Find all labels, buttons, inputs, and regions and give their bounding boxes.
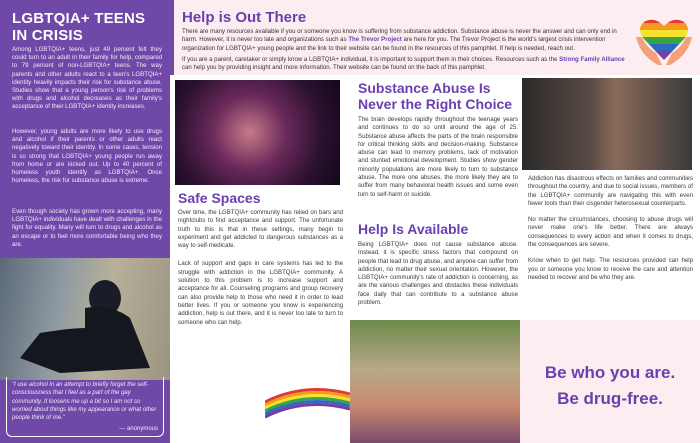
- help-banner: [170, 0, 700, 75]
- help-available-section: [358, 221, 518, 307]
- left-title: LGBTQIA+ TEENS IN CRISIS: [12, 10, 146, 44]
- quote-author: — anonymous: [119, 426, 158, 433]
- slogan: [520, 360, 700, 412]
- strong-family-alliance-link[interactable]: Strong Family Alliance: [559, 56, 625, 63]
- safe-spaces-section: [178, 190, 343, 327]
- right-paragraph-3: Know when to get help. The resources provided can help you or someone you know to receive the care and attention needed to recover and be who they are.: [528, 257, 693, 281]
- slogan-panel: [520, 320, 700, 443]
- trevor-project-link[interactable]: The Trevor Project: [348, 36, 402, 44]
- help-available-title: Help Is Available: [358, 221, 469, 237]
- rainbow-heart-hands-icon: [634, 15, 694, 67]
- right-paragraph-2: No matter the circumstances, choosing to abuse drugs will never make one's life better. There are always consequences to every action and when it comes to drugs, the consequences are severe.: [528, 216, 693, 249]
- slogan-line-2: Be drug-free.: [557, 389, 663, 408]
- safe-paragraph-1: Over time, the LGBTQIA+ community has relied on bars and nightclubs to find acceptance and support. The unfortunate truth to this is that in these settings, many begin to experiment and get addicted to dangerous substances as a way to self-medicate.: [178, 209, 343, 250]
- substance-title: Substance Abuse Is Never the Right Choice: [358, 80, 513, 112]
- photo-group-pride: [350, 320, 520, 443]
- help-paragraph-1: There are many resources available if you or someone you know is suffering from substance addiction. Substance abuse is never the answer and can only end in harm. However, it is never too late and organizations such as The Trevor Project are here for you. The Trevor Project is the world's largest crisis intervention organization for LGBTQIA+ young people and the link to their website can be found in the resources of this pamphlet. If help is needed, reach out.: [182, 28, 617, 52]
- safe-paragraph-2: Lack of support and gaps in care systems has led to the struggle with addiction in the LGBTQIA+ community. A solution to this problem is to increase support and acceptance for all. Counseling programs and group recovery can also provide help to those who need it in order to lead better lives. If you or someone you know is experiencing addiction, help is out there, and it is never too late to turn to someone who can help.: [178, 260, 343, 326]
- quote-box: [6, 377, 164, 437]
- left-paragraph-1: Among LGBTQIA+ teens, just 49 percent felt they could turn to an adult in their family for help, compared to 79 percent of non-LGBTQIA+ teens. The way parents and other adults react to a teen's LGBTQIA+ identity heavily impacts their risk for substance abuse. Studies show that a young person's risk of problems with drugs and alcohol decreases as their family's acceptance of their LGBTQIA+ identity increases.: [12, 46, 162, 111]
- left-paragraph-2: However, young adults are more likely to use drugs and alcohol if their parents or other adults react negatively toward their identity. In some cases, tension is so strong that LGBTQIA+ young people run away from home or are kicked out. Up to 40 percent of homeless youth identify as LGBTQIA+. Once homeless, the risk for substance abuse is extreme.: [12, 128, 162, 185]
- help-title: Help is Out There: [182, 9, 307, 26]
- safe-spaces-title: Safe Spaces: [178, 190, 261, 206]
- substance-paragraph: The brain develops rapidly throughout the teenage years and continues to do so until around the age of 25. Substance abuse affects the parts of the brain responsible for critical thinking skills and decision-making. Substance abuse can lead to memory problems, lack of motivation and stunted emotional development. Studies show gender minority populations are more likely to turn to substance abuse. The more one abuses, the more likely they are to suffer from many behavioral health issues and some even turn to self-harm or suicide.: [358, 116, 518, 198]
- quote-text: "I use alcohol in an attempt to briefly forget the self-consciousness that I feel as a part of the gay community. It loosens me up a bit so I am not so worried about things like my appearance or what other people think of me.": [12, 382, 157, 422]
- left-paragraph-3: Even though society has grown more accepting, many LGBTQIA+ individuals have dealt with challenges in the fight for equality. Many will turn to drugs and alcohol as an escape or to feel more comfortable being who they are.: [12, 208, 162, 248]
- right-paragraph-1: Addiction has disastrous effects on families and communities throughout the country, and due to social issues, members of the LGBTQIA+ community are navigating this with even fewer tools than their cisgender heterosexual counterparts.: [528, 175, 693, 207]
- rainbow-ribbon-icon: [265, 372, 350, 422]
- photo-hand-bracelet: [522, 78, 692, 170]
- help-available-paragraph: Being LGBTQIA+ does not cause substance abuse. Instead, it is specific stress factors that compound on people that lead to drug abuse, and anyone can suffer from addiction, no matter their sexual orientation. However, the LGBTQIA+ community's rate of addiction is concerning, as are the various challenges and obstacles these individuals face daily that can contribute to a substance abuse problem.: [358, 241, 518, 307]
- teen-silhouette-icon: [0, 258, 170, 380]
- right-section: [528, 175, 693, 290]
- help-paragraph-2: If you are a parent, caretaker or simply know a LGBTQIA+ individual, it is important to support them in their choices. Resources such as the Strong Family Alliance can help you by providing insight and more information. Their website can be found on the back of this pamphlet.: [182, 56, 625, 72]
- slogan-line-1: Be who you are.: [544, 363, 676, 382]
- photo-person-neon: [175, 80, 340, 185]
- substance-section: [358, 80, 518, 199]
- photo-hooded-teen: [0, 258, 170, 380]
